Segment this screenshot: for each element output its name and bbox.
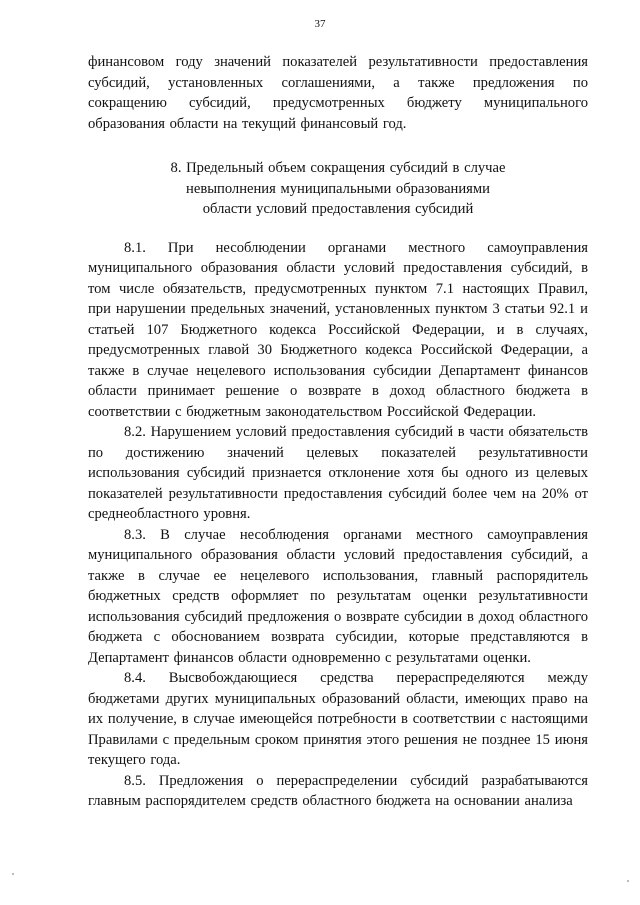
section-heading [88, 158, 588, 220]
document-body [88, 52, 588, 812]
section-heading-line-3: области условий предоставления субсидий [202, 201, 474, 217]
paragraph-8-5: 8.5. Предложения о перераспределении субсидий разрабатываются главным распорядителем средств областного бюджета на основании анализа [88, 772, 588, 809]
paragraph-8-4: 8.4. Высвобождающиеся средства перераспределяются между бюджетами других муниципальных образований области, имеющих право на их получение, в случае имеющейся потребности в соответствии с настоящими Правилами с предельным сроком принятия этого решения не позднее 15 июня текущего года. [88, 670, 588, 768]
section-heading-line-1: 8. Предельный объем сокращения субсидий в случае [170, 160, 506, 176]
paragraph-8-3: 8.3. В случае несоблюдения органами местного самоуправления муниципального образования области условий предоставления субсидий, а также в случае ее нецелевого использования, главный распорядитель бюджетных средств оформляет по результатам оценки результативности использования субсидий предложения о возврате субсидии в доход областного бюджета с обоснованием возврата субсидии, которые представляются в Департамент финансов области одновременно с результатами оценки. [88, 526, 588, 666]
section-heading-line-2: невыполнения муниципальными образованиями [186, 180, 490, 197]
scan-speck [12, 873, 14, 875]
paragraph-8-2: 8.2. Нарушением условий предоставления субсидий в части обязательств по достижению значений целевых показателей результативности использования субсидий признается отклонение хотя бы одного из целевых показателей результативности предоставления субсидий более чем на 20% от среднеобластного уровня. [88, 424, 588, 522]
page-number: 37 [314, 18, 326, 30]
scan-speck [627, 880, 629, 882]
intro-paragraph: финансовом году значений показателей результативности предоставления субсидий, установленных соглашениями, а также предложения по сокращению субсидий, предусмотренных бюджету муниципального образования области на текущий финансовый год. [88, 54, 588, 132]
paragraph-8-1: 8.1. При несоблюдении органами местного самоуправления муниципального образования области условий предоставления субсидий, в том числе обязательств, предусмотренных пунктом 7.1 настоящих Правил, при нарушении предельных значений, установленных пунктом 3 статьи 92.1 и статьей 107 Бюджетного кодекса Российской Федерации, и в случаях, предусмотренных главой 30 Бюджетного кодекса Российской Федерации, а также в случае нецелевого использования субсидии Департамент финансов области принимает решение о возврате в доход областного бюджета в соответствии с бюджетным законодательством Российской Федерации. [88, 239, 588, 420]
